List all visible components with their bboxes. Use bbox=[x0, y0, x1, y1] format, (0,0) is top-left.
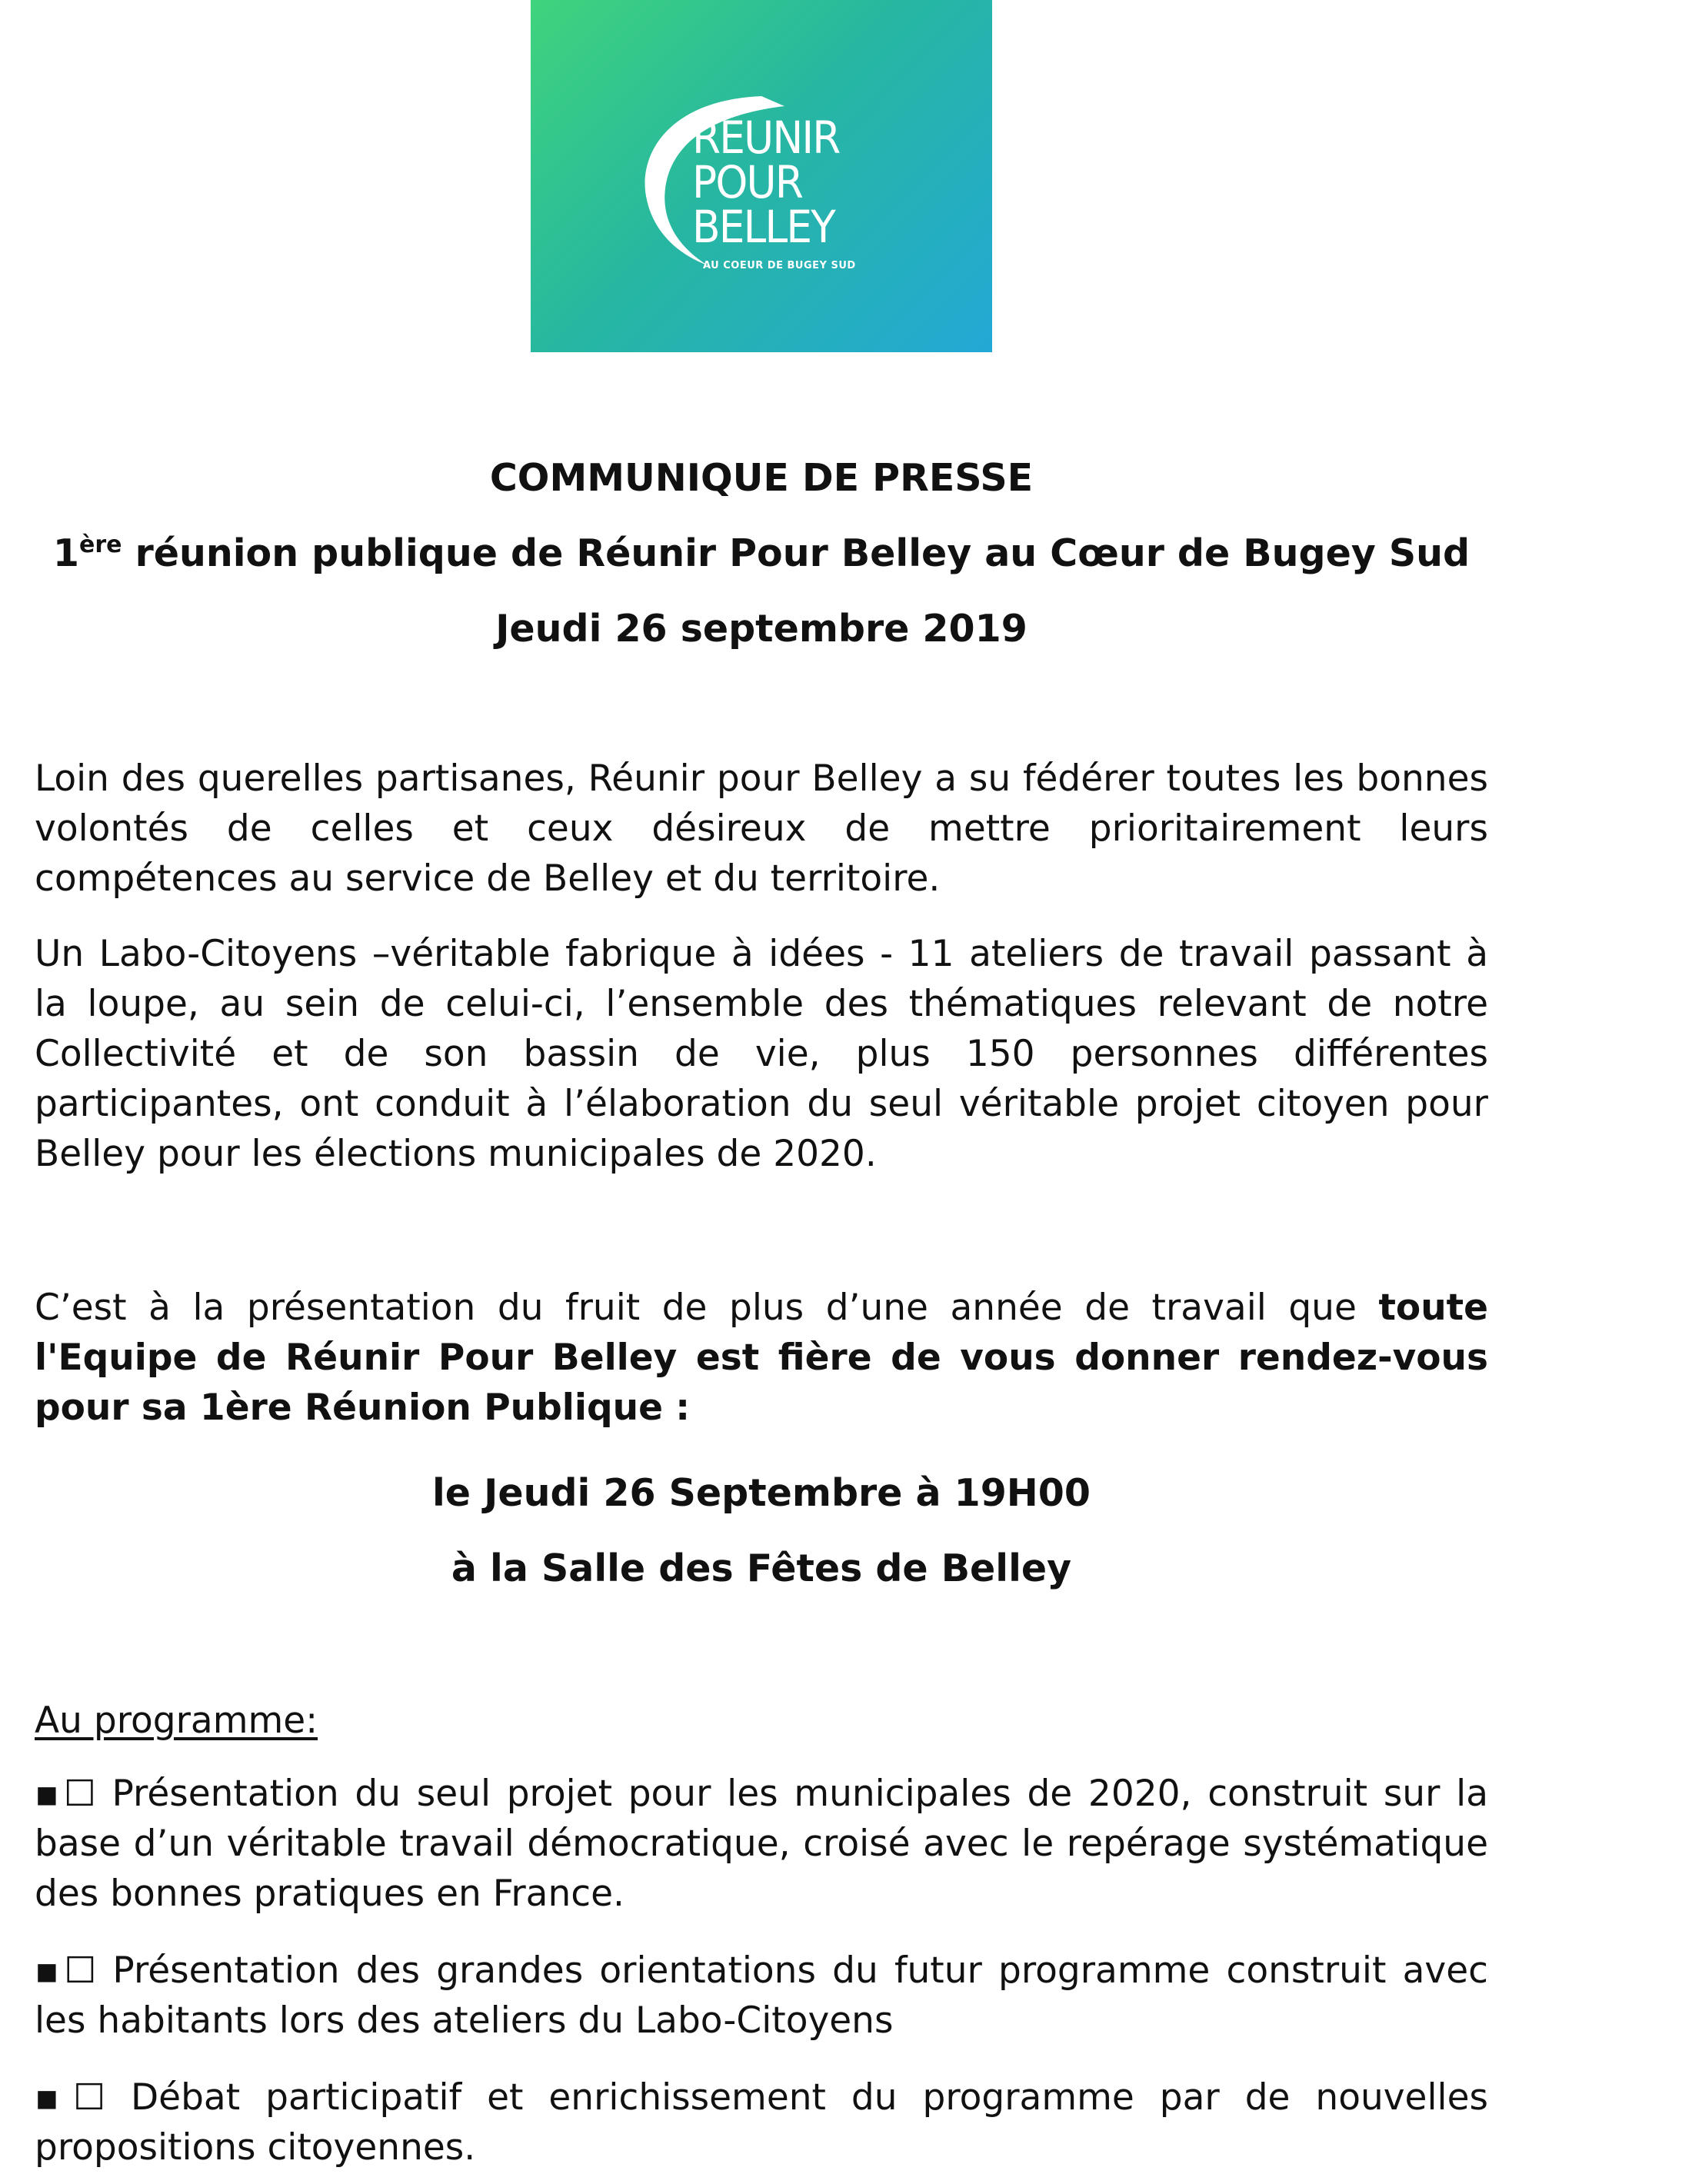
press-release-date: Jeudi 26 septembre 2019 bbox=[495, 607, 1028, 651]
program-item-2: Présentation des grandes orientations du futur programme construit avec les habitants lors des ateliers du Labo-Citoyens bbox=[35, 1949, 1488, 2042]
paragraph-invitation bbox=[35, 1283, 1488, 1433]
logo-line-2: POUR bbox=[692, 156, 802, 208]
paragraph-labo: Un Labo-Citoyens –véritable fabrique à idées - 11 ateliers de travail passant à la loupe, au sein de celui-ci, l’ensemble des thématiques relevant de notre Collectivité et de son bassin de vie, plus 150 personnes différentes participantes, ont conduit à l’élaboration du seul véritable projet citoyen pour Belley pour les élections municipales de 2020. bbox=[35, 933, 1488, 1175]
logo-line-1: RÉUNIR bbox=[692, 112, 840, 164]
program-item-3: Débat participatif et enrichissement du programme par de nouvelles propositions citoyennes. bbox=[35, 2076, 1488, 2169]
logo-wordmark bbox=[692, 112, 923, 272]
program-item-1: Présentation du seul projet pour les municipales de 2020, construit sur la base d’un véritable travail démocratique, croisé avec le repérage systématique des bonnes pratiques en France. bbox=[35, 1773, 1488, 1915]
list-item bbox=[35, 2072, 1488, 2172]
event-date: le Jeudi 26 Septembre à 19H00 bbox=[432, 1471, 1091, 1515]
list-item bbox=[35, 1769, 1488, 1919]
press-release-subtitle bbox=[0, 532, 1523, 575]
bullet-checkbox-icon: ▪☐ bbox=[35, 1773, 96, 1815]
logo-tagline: AU COEUR DE BUGEY SUD bbox=[703, 260, 856, 271]
logo-line-3: BELLEY bbox=[692, 201, 835, 253]
press-release-title: COMMUNIQUE DE PRESSE bbox=[489, 456, 1034, 500]
invitation-plain: C’est à la présentation du fruit de plus d’une année de travail que bbox=[35, 1287, 1379, 1329]
list-item bbox=[35, 1946, 1488, 2046]
bullet-checkbox-icon: ▪☐ bbox=[35, 2076, 106, 2119]
bullet-checkbox-icon: ▪☐ bbox=[35, 1949, 97, 1992]
subtitle-text: réunion publique de Réunir Pour Belley au Cœur de Bugey Sud bbox=[122, 531, 1471, 575]
event-place: à la Salle des Fêtes de Belley bbox=[451, 1546, 1072, 1590]
logo bbox=[531, 0, 992, 352]
program-title: Au programme: bbox=[35, 1700, 318, 1742]
subtitle-superscript: ère bbox=[79, 531, 122, 558]
paragraph-intro: Loin des querelles partisanes, Réunir pour Belley a su fédérer toutes les bonnes volontés de celles et ceux désireux de mettre prioritairement leurs compétences au service de Belley et du territoire. bbox=[35, 757, 1488, 900]
invitation-bold: toute l'Equipe de Réunir Pour Belley est fière de vous donner rendez-vous pour sa 1ère Réunion Publique : bbox=[35, 1287, 1488, 1429]
subtitle-ordinal: 1 bbox=[52, 531, 80, 575]
